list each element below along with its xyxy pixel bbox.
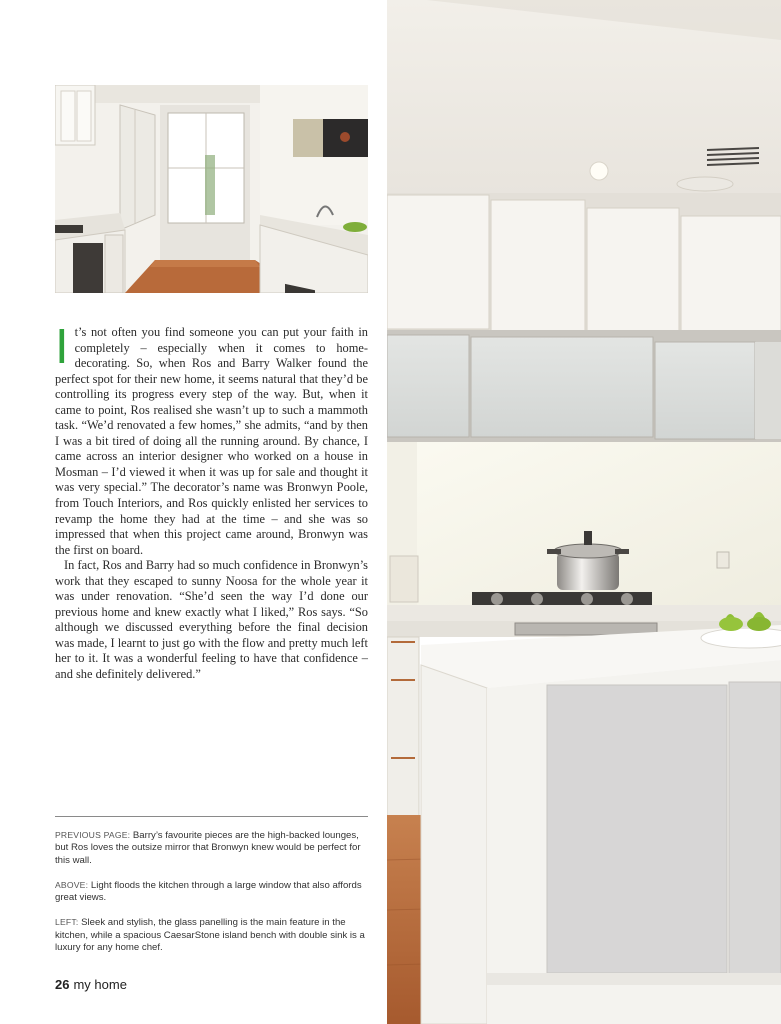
caption-lead: LEFT: (55, 917, 79, 928)
caption-text: Barry’s favourite pieces are the high-backed lounges, but Ros loves the outsize mirror that Bronwyn knew would be perfect for this wall. (55, 830, 361, 866)
caption-text: Light floods the kitchen through a large window that also affords great views. (55, 879, 362, 904)
caption-text: Sleek and stylish, the glass panelling is the main feature in the kitchen, while a spacious CaesarStone island bench with double sink is a luxury for any home chef. (55, 917, 365, 954)
article-paragraph-2: In fact, Ros and Barry had so much confidence in Bronwyn’s work that they escaped to sunny Noosa for the whole year it was under renovation. “She’d seen the way I’d done our previous home and knew exactly what I liked,” Ros says. “So although we discussed everything before the final decision was made, I learnt to just go with the flow and pretty much left her to it. It was a wonderful feeling to have that confidence – and she definitely delivered.” (55, 558, 368, 682)
caption-above (55, 879, 368, 905)
paragraph-1-text: t’s not often you find someone you can put your faith in completely – especially when it comes to home-decorating. So, when Ros and Barry Walker found the perfect spot for their new home, it seems natural that they’d be controlling its progress every step of the way. But, when it came to point, Ros realised she wasn’t up to such a mammoth task. “We’d renovated a few homes,” she admits, “and by then I was a bit tired of doing all the running around. By chance, I came across an interior designer who worked on a house in Mosman – I’d viewed it when it was up for sale and thought it was very special.” The decorator’s name was Bronwyn Poole, from Touch Interiors, and Ros quickly enlisted her services to revamp the home they had at the time – and she was so impressed that when this project came around, Bronwyn was the first on board. (55, 325, 368, 557)
caption-divider (55, 816, 368, 817)
article-paragraph-1 (55, 320, 368, 558)
caption-previous-page (55, 829, 368, 867)
page-folio (55, 977, 127, 992)
drop-cap: I (55, 320, 69, 374)
inset-kitchen-photo (55, 85, 368, 293)
caption-lead: PREVIOUS PAGE: (55, 830, 131, 840)
article-body (55, 320, 368, 683)
caption-left (55, 916, 368, 954)
main-kitchen-photo (387, 0, 781, 1024)
photo-captions (55, 829, 368, 966)
caption-lead: ABOVE: (55, 879, 89, 890)
page-number: 26 (55, 977, 70, 992)
magazine-name: my home (73, 977, 127, 992)
